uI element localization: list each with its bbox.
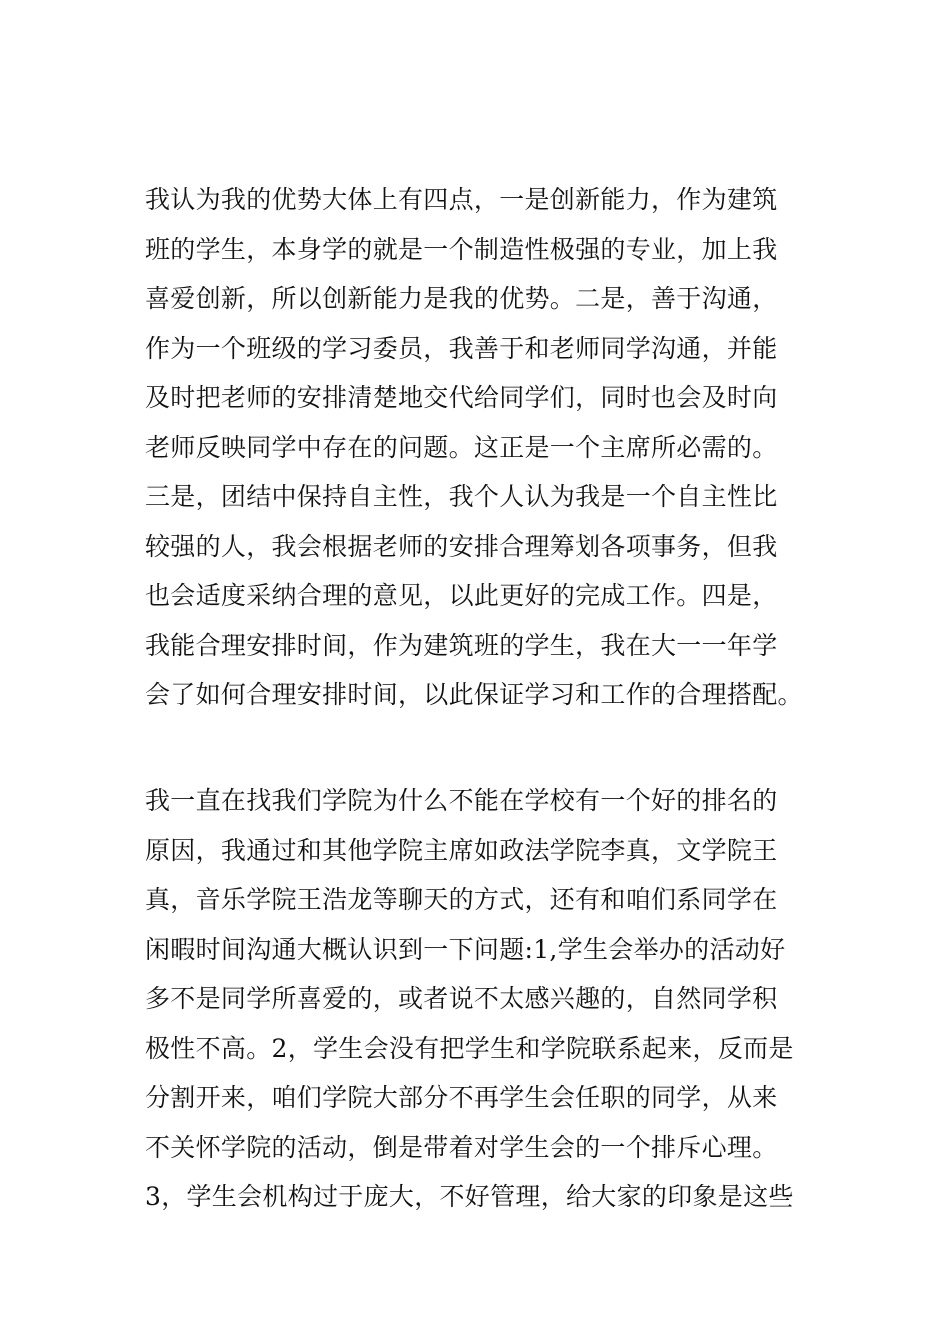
text-line: 喜爱创新，所以创新能力是我的优势。二是，善于沟通， <box>145 284 778 313</box>
text-line: 分割开来，咱们学院大部分不再学生会任职的同学，从来 <box>145 1083 778 1112</box>
text-line: 3，学生会机构过于庞大，不好管理，给大家的印象是这些 <box>145 1182 794 1211</box>
text-line: 我认为我的优势大体上有四点，一是创新能力，作为建筑 <box>145 185 778 214</box>
text-line: 老师反映同学中存在的问题。这正是一个主席所必需的。 <box>145 432 778 462</box>
text-line: 原因，我通过和其他学院主席如政法学院李真，文学院王 <box>145 835 778 865</box>
text-line: 三是，团结中保持自主性，我个人认为我是一个自主性比 <box>145 482 778 511</box>
text-line: 我一直在找我们学院为什么不能在学校有一个好的排名的 <box>145 786 778 815</box>
text-line: 班的学生，本身学的就是一个制造性极强的专业，加上我 <box>145 234 778 264</box>
text-line: 较强的人，我会根据老师的安排合理筹划各项事务，但我 <box>145 531 778 561</box>
text-line: 极性不高。2，学生会没有把学生和学院联系起来，反而是 <box>145 1033 794 1063</box>
text-line: 作为一个班级的学习委员，我善于和老师同学沟通，并能 <box>145 333 778 363</box>
text-line: 多不是同学所喜爱的，或者说不太感兴趣的，自然同学积 <box>145 984 778 1013</box>
text-line: 及时把老师的安排清楚地交代给同学们，同时也会及时向 <box>145 383 778 412</box>
text-line: 会了如何合理安排时间，以此保证学习和工作的合理搭配。 <box>145 680 803 709</box>
text-line: 真，音乐学院王浩龙等聊天的方式，还有和咱们系同学在 <box>145 885 778 914</box>
text-line: 我能合理安排时间，作为建筑班的学生，我在大一一年学 <box>145 630 778 660</box>
text-line: 闲暇时间沟通大概认识到一下问题:1,学生会举办的活动好 <box>145 934 786 964</box>
paragraph-strengths <box>145 175 825 720</box>
paragraph-problems <box>145 776 825 1222</box>
text-line: 也会适度采纳合理的意见，以此更好的完成工作。四是， <box>145 581 778 610</box>
text-line: 不关怀学院的活动，倒是带着对学生会的一个排斥心理。 <box>145 1132 778 1162</box>
